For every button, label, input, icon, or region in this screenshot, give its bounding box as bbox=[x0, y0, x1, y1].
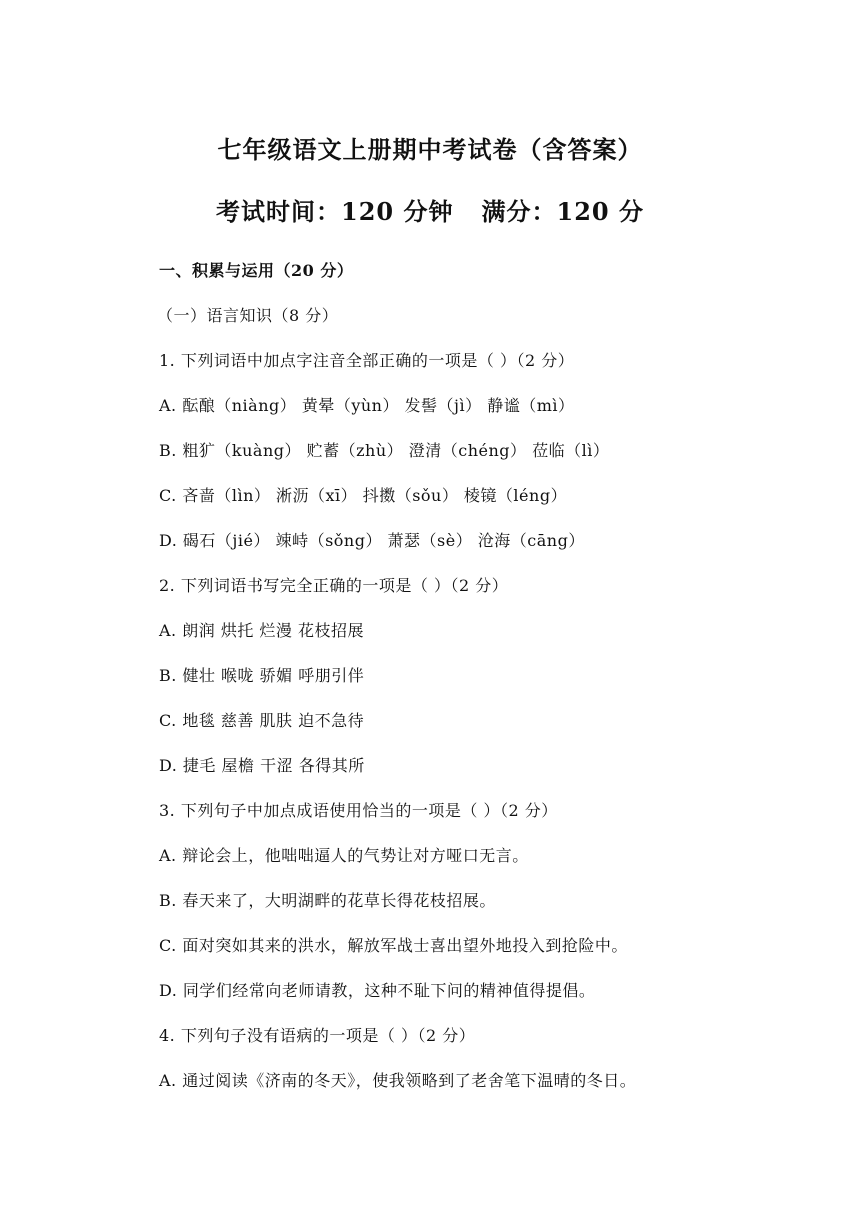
question-1-option-c: C. 吝啬（lìn） 淅沥（xī） 抖擞（sǒu） 棱镜（léng） bbox=[159, 486, 568, 505]
question-2-option-c: C. 地毯 慈善 肌肤 迫不急待 bbox=[159, 711, 365, 730]
question-4: 4. 下列句子没有语病的一项是（ ）（2 分） bbox=[159, 1026, 476, 1045]
subsection-heading: （一）语言知识（8 分） bbox=[157, 306, 339, 325]
question-1-option-b: B. 粗犷（kuàng） 贮蓄（zhù） 澄清（chéng） 莅临（lì） bbox=[159, 441, 610, 460]
question-2: 2. 下列词语书写完全正确的一项是（ ）（2 分） bbox=[159, 576, 509, 595]
exam-title: 七年级语文上册期中考试卷（含答案） bbox=[217, 135, 643, 164]
question-1-option-a: A. 酝酿（niàng） 黄晕（yùn） 发髻（jì） 静谧（mì） bbox=[159, 396, 575, 415]
question-3-option-b: B. 春天来了，大明湖畔的花草长得花枝招展。 bbox=[159, 891, 496, 910]
exam-subtitle: 考试时间：120 分钟 满分：120 分 bbox=[216, 197, 644, 226]
question-3-option-a: A. 辩论会上，他咄咄逼人的气势让对方哑口无言。 bbox=[159, 846, 529, 865]
section-heading: 一、积累与运用（20 分） bbox=[159, 261, 354, 280]
question-4-option-a: A. 通过阅读《济南的冬天》，使我领略到了老舍笔下温晴的冬日。 bbox=[159, 1071, 637, 1090]
question-1-option-d: D. 碣石（jié） 竦峙（sǒng） 萧瑟（sè） 沧海（cāng） bbox=[159, 531, 585, 550]
question-3-option-d: D. 同学们经常向老师请教，这种不耻下问的精神值得提倡。 bbox=[159, 981, 596, 1000]
question-2-option-d: D. 捷毛 屋檐 干涩 各得其所 bbox=[159, 756, 365, 775]
question-1: 1. 下列词语中加点字注音全部正确的一项是（ ）（2 分） bbox=[159, 351, 575, 370]
question-2-option-b: B. 健壮 喉咙 骄媚 呼朋引伴 bbox=[159, 666, 365, 685]
question-3: 3. 下列句子中加点成语使用恰当的一项是（ ）（2 分） bbox=[159, 801, 558, 820]
question-3-option-c: C. 面对突如其来的洪水，解放军战士喜出望外地投入到抢险中。 bbox=[159, 936, 628, 955]
question-2-option-a: A. 朗润 烘托 烂漫 花枝招展 bbox=[159, 621, 364, 640]
